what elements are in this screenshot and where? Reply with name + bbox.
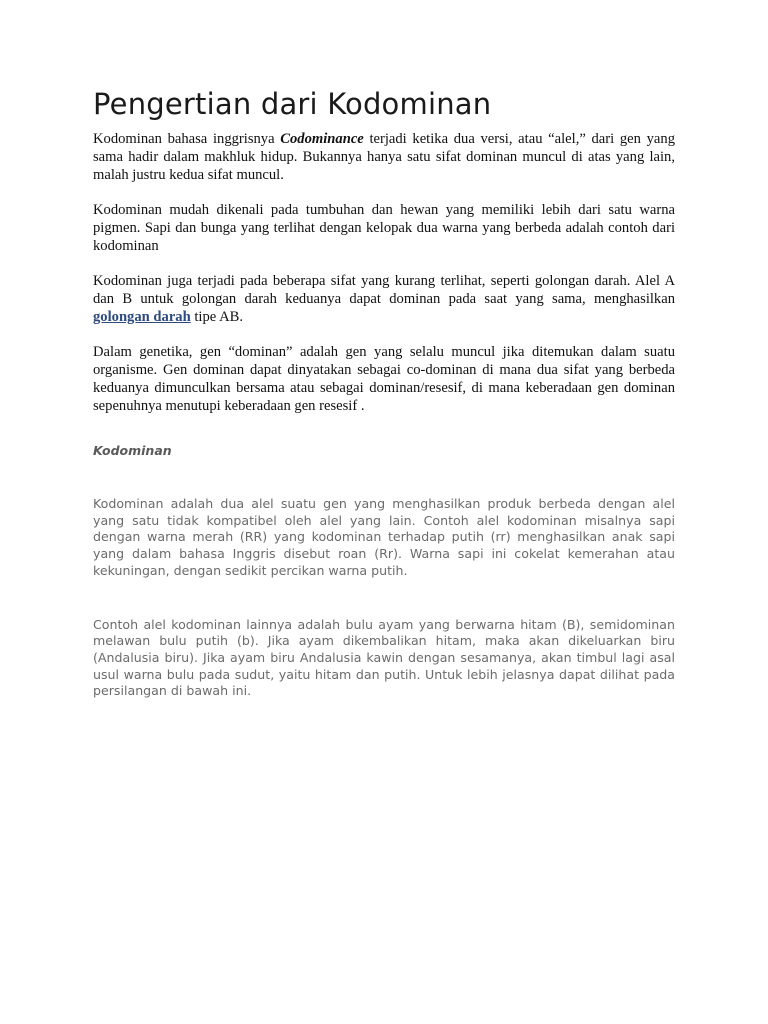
document-page — [93, 86, 675, 700]
golongan-darah-link[interactable]: golongan darah — [93, 309, 191, 325]
paragraph-cattle-example: Kodominan adalah dua alel suatu gen yang menghasilkan produk berbeda dengan alel yang satu tidak kompatibel oleh alel yang lain. Contoh alel kodominan misalnya sapi dengan warna merah (RR) yang kodominan terhadap putih (rr) menghasilkan anak sapi yang dalam bahasa Inggris disebut roan (Rr). Warna sapi ini cokelat kemerahan atau kekuningan, dengan sedikit percikan warna putih. — [93, 496, 675, 578]
p1-text-after: terjadi ketika dua versi, atau “alel,” dari gen yang sama hadir dalam makhluk hidup. Bukannya hanya satu sifat dominan muncul di atas yang lain, malah justru kedua sifat muncul. — [93, 131, 675, 183]
p1-text-before: Kodominan bahasa inggrisnya — [93, 131, 281, 147]
paragraph-genetics: Dalam genetika, gen “dominan” adalah gen yang selalu muncul jika ditemukan dalam suatu organisme. Gen dominan dapat dinyatakan sebagai co-dominan di mana dua sifat yang berbeda keduanya dimunculkan bersama atau sebagai dominan/resesif, di mana keberadaan gen dominan sepenuhnya menutupi keberadaan gen resesif . — [93, 344, 675, 414]
p3-text-after: tipe AB. — [190, 309, 244, 325]
paragraph-chicken-example: Contoh alel kodominan lainnya adalah bulu ayam yang berwarna hitam (B), semidominan melawan bulu putih (b). Jika ayam dikembalikan hitam, maka akan dikeluarkan biru (Andalusia biru). Jika ayam biru Andalusia kawin dengan sesamanya, akan timbul lagi asal usul warna bulu pada sudut, yaitu hitam dan putih. Untuk lebih jelasnya dapat dilihat pada persilangan di bawah ini. — [93, 616, 675, 699]
p3-text-before: Kodominan juga terjadi pada beberapa sifat yang kurang terlihat, seperti golongan darah. Alel A dan B untuk golongan darah keduanya dapat dominan pada saat yang sama, menghasilkan — [93, 273, 675, 307]
paragraph-blood-type — [93, 272, 675, 326]
page-title: Pengertian dari Kodominan — [93, 87, 492, 121]
paragraph-definition — [93, 130, 675, 184]
term-codominance: Codominance — [280, 131, 364, 147]
subheading-kodominan: Kodominan — [93, 443, 172, 458]
paragraph-examples: Kodominan mudah dikenali pada tumbuhan dan hewan yang memiliki lebih dari satu warna pigmen. Sapi dan bunga yang terlihat dengan kelopak dua warna yang berbeda adalah contoh dari kodominan — [93, 202, 675, 254]
